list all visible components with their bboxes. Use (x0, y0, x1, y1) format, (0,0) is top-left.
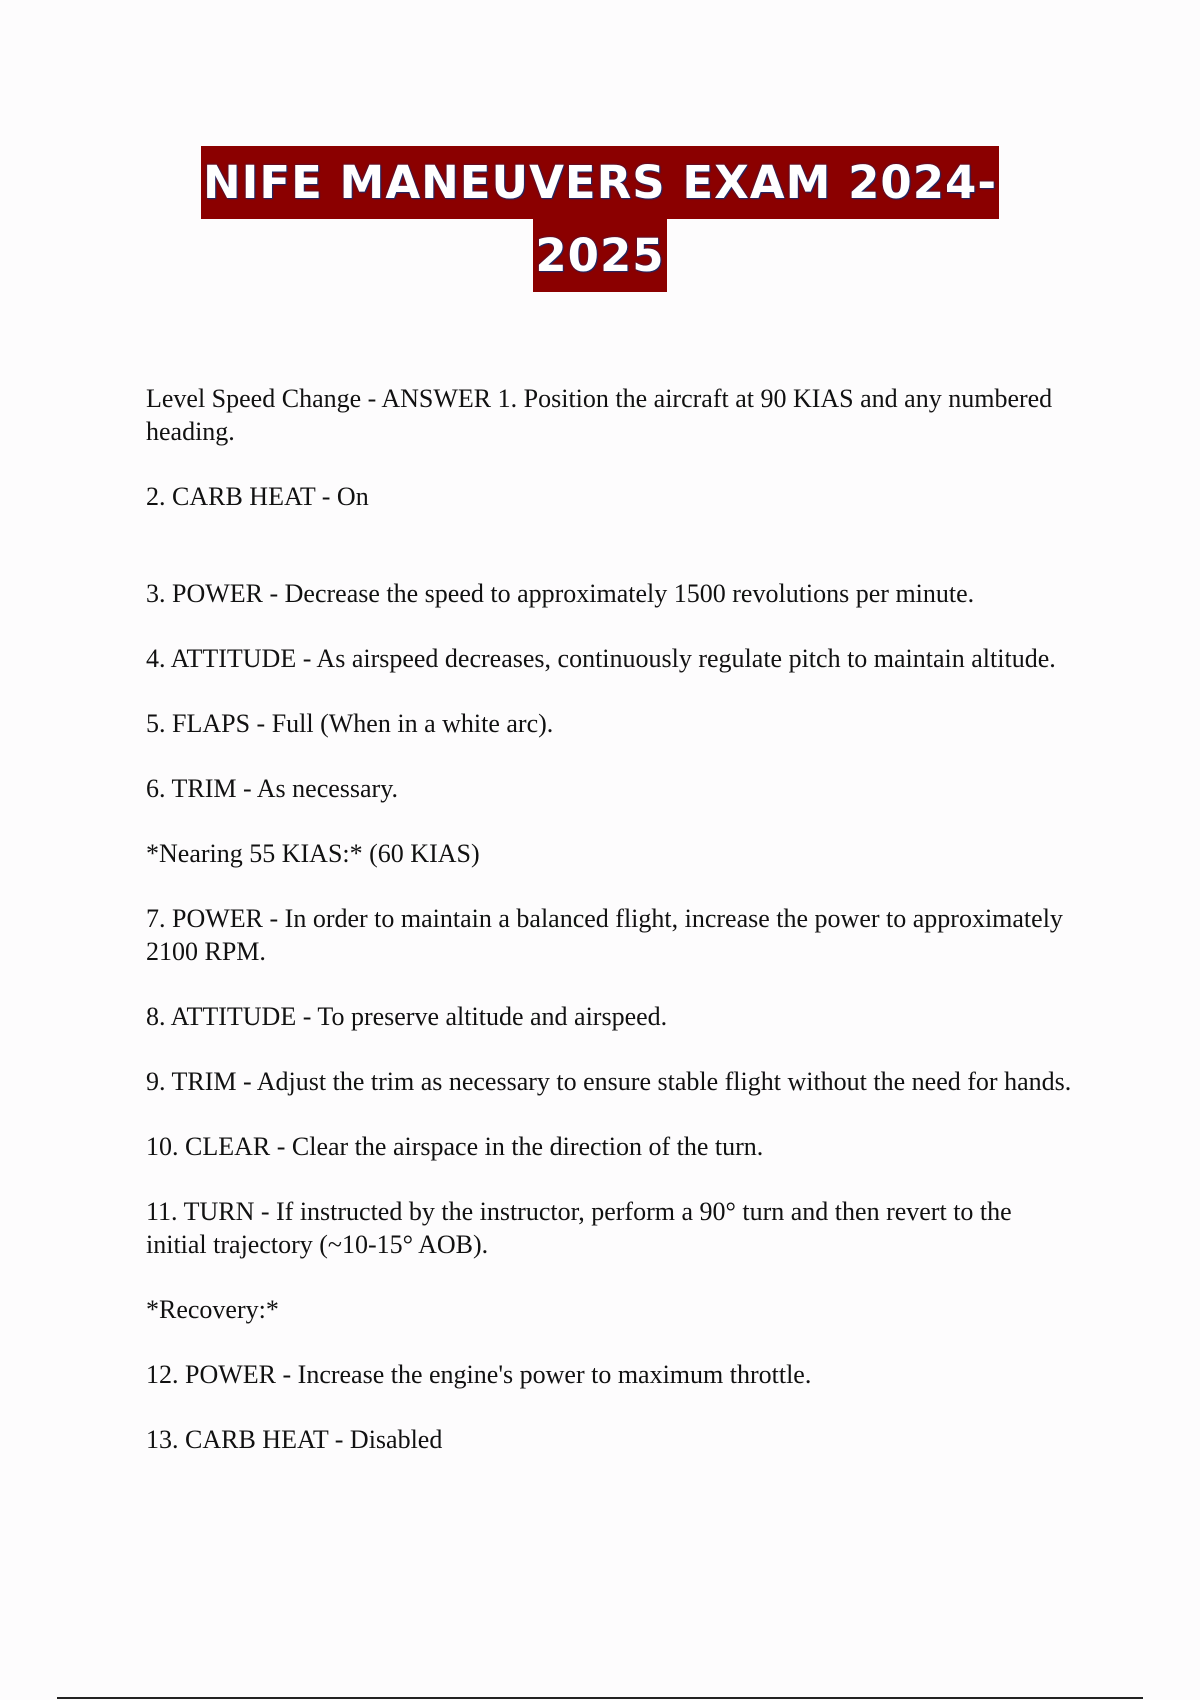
paragraph-step: 8. ATTITUDE - To preserve altitude and airspeed. (146, 1002, 668, 1031)
paragraph-step: 4. ATTITUDE - As airspeed decreases, continuously regulate pitch to maintain altitude. (146, 644, 1056, 673)
title-line-2: 2025 (533, 219, 666, 292)
paragraph-step: 3. POWER - Decrease the speed to approximately 1500 revolutions per minute. (146, 579, 975, 608)
footer-divider (57, 1697, 1143, 1699)
paragraph-step: 5. FLAPS - Full (When in a white arc). (146, 709, 554, 738)
paragraph-step: 12. POWER - Increase the engine's power to maximum throttle. (146, 1360, 812, 1389)
paragraph-step: 13. CARB HEAT - Disabled (146, 1425, 443, 1454)
paragraph-step: 9. TRIM - Adjust the trim as necessary to ensure stable flight without the need for hands. (146, 1067, 1072, 1096)
paragraph-step: 11. TURN - If instructed by the instructor, perform a 90° turn and then revert to the initial trajectory (~10-15° AOB). (146, 1197, 1012, 1259)
paragraph-subheading: *Recovery:* (146, 1295, 279, 1324)
paragraph-step: 2. CARB HEAT - On (146, 482, 369, 511)
paragraph-subheading: *Nearing 55 KIAS:* (60 KIAS) (146, 839, 480, 868)
title-line-1: NIFE MANEUVERS EXAM 2024- (201, 146, 999, 219)
paragraph-step: 10. CLEAR - Clear the airspace in the direction of the turn. (146, 1132, 764, 1161)
paragraph-step: 7. POWER - In order to maintain a balanced flight, increase the power to approximately 2100 RPM. (146, 904, 1063, 966)
paragraph-step: 6. TRIM - As necessary. (146, 774, 399, 803)
document-body (146, 382, 1076, 1456)
paragraph-intro: Level Speed Change - ANSWER 1. Position the aircraft at 90 KIAS and any numbered heading. (146, 384, 1053, 446)
page-title (0, 146, 1200, 292)
